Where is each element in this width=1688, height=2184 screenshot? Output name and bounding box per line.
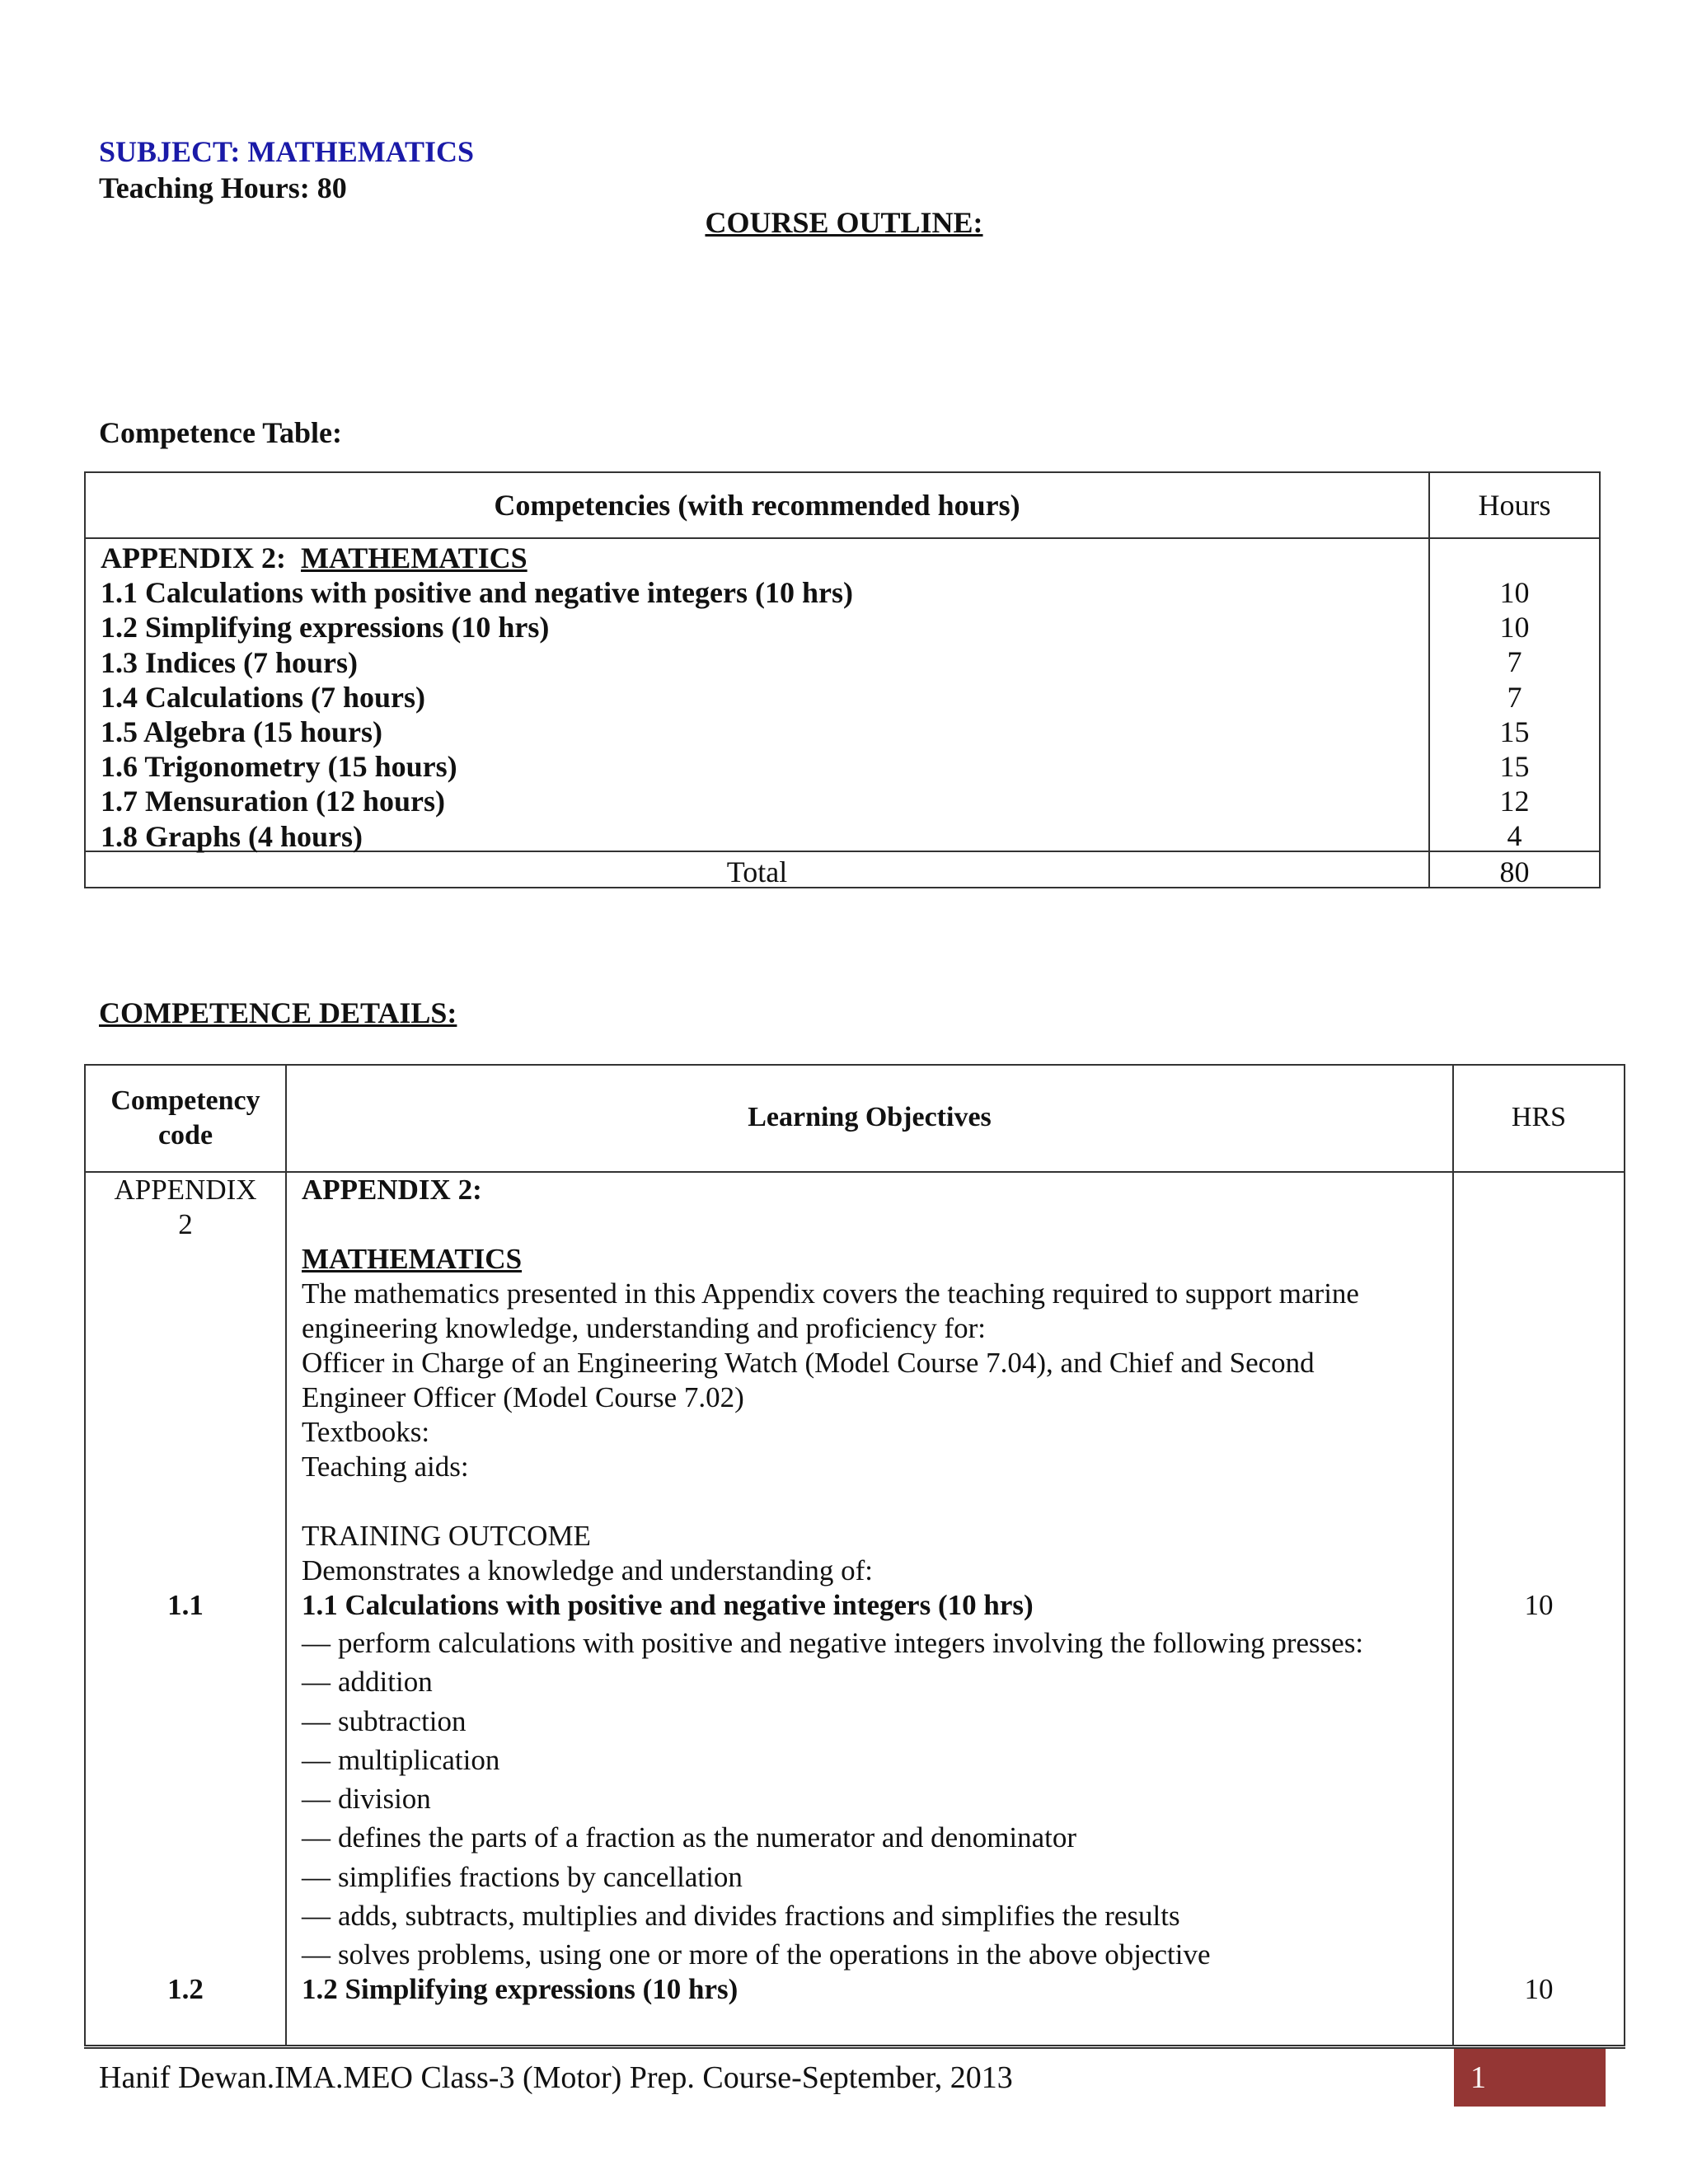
objectives-intro (302, 1173, 1447, 1623)
code-line: 2 (178, 1208, 193, 1240)
hours-cell: 7 (1507, 680, 1522, 714)
dash-icon: — (302, 1938, 331, 1971)
bullet-text: perform calculations with positive and negative integers involving the following presses: (338, 1627, 1364, 1659)
appendix-heading: APPENDIX 2: (302, 1174, 482, 1206)
list-item (302, 1818, 1447, 1857)
competency-row: 1.6 Trigonometry (15 hours) (101, 750, 457, 784)
hours-list (1430, 575, 1599, 854)
intro-line: Teaching aids: (302, 1451, 469, 1483)
item-1-2-code: 1.2 (167, 1973, 204, 2005)
competency-row: 1.1 Calculations with positive and negative integers (10 hrs) (101, 576, 853, 610)
competence-details-table (84, 1064, 1625, 2046)
dash-icon: — (302, 1860, 331, 1893)
list-item (302, 1935, 1447, 1974)
dash-icon: — (302, 1900, 331, 1933)
intro-line: Officer in Charge of an Engineering Watch (Model Course 7.04), and Chief and Second (302, 1347, 1315, 1379)
item-1-1-hrs: 10 (1524, 1589, 1554, 1621)
subject-heading: SUBJECT: MATHEMATICS (99, 135, 475, 168)
dash-icon: — (302, 1704, 331, 1737)
column-divider (1452, 1066, 1454, 2045)
dash-icon: — (302, 1627, 331, 1659)
list-item (302, 1662, 1447, 1701)
intro-line: The mathematics presented in this Appendix covers the teaching required to support marine (302, 1277, 1359, 1310)
hours-cell: 10 (1499, 611, 1530, 644)
list-item (302, 1624, 1447, 1662)
code-line: APPENDIX (114, 1174, 257, 1206)
list-item (302, 1779, 1447, 1818)
bullet-text: solves problems, using one or more of the operations in the above objective (338, 1938, 1211, 1971)
dash-icon: — (302, 1821, 331, 1854)
list-item (302, 1858, 1447, 1896)
bullet-text: division (338, 1783, 431, 1816)
competencies-column-header: Competencies (with recommended hours) (494, 489, 1020, 522)
header-line: code (157, 1120, 213, 1151)
bullet-text: addition (338, 1666, 433, 1699)
hours-cell: 4 (1507, 819, 1522, 853)
list-item (302, 1702, 1447, 1741)
training-outcome: TRAINING OUTCOME (302, 1520, 591, 1552)
competence-details-title: COMPETENCE DETAILS: (99, 996, 457, 1029)
hrs-header: HRS (1511, 1102, 1567, 1132)
hours-cell: 7 (1507, 645, 1522, 679)
competency-row: 1.7 Mensuration (12 hours) (101, 785, 446, 818)
dash-icon: — (302, 1743, 331, 1776)
bullet-text: simplifies fractions by cancellation (338, 1860, 743, 1893)
hours-cell: 12 (1499, 785, 1530, 818)
hours-cell: 15 (1499, 715, 1530, 748)
course-outline-heading: COURSE OUTLINE: (705, 206, 983, 239)
item-1-1-title: 1.1 Calculations with positive and negative integers (10 hrs) (302, 1589, 1034, 1621)
dash-icon: — (302, 1783, 331, 1816)
competence-table (84, 471, 1601, 888)
footer-divider (84, 2047, 1625, 2049)
appendix-name: MATHEMATICS (300, 541, 528, 574)
header-line: Competency (110, 1085, 260, 1116)
competency-row: 1.4 Calculations (7 hours) (101, 680, 426, 714)
competence-table-title: Competence Table: (99, 416, 342, 449)
item-1-2-hrs: 10 (1524, 1973, 1554, 2005)
item-1-1-code: 1.1 (167, 1589, 204, 1621)
bullet-text: multiplication (338, 1743, 500, 1776)
appendix-row (101, 541, 853, 575)
competency-row: 1.2 Simplifying expressions (10 hrs) (101, 611, 550, 644)
competency-row: 1.3 Indices (7 hours) (101, 645, 359, 679)
appendix-code (86, 1173, 285, 1242)
competency-code-header (86, 1084, 285, 1153)
competency-row: 1.5 Algebra (15 hours) (101, 715, 382, 749)
header-divider (86, 537, 1599, 539)
page-number: 1 (1470, 2060, 1486, 2095)
bullet-text: adds, subtracts, multiplies and divides fractions and simplifies the results (338, 1900, 1180, 1933)
total-value: 80 (1499, 855, 1530, 888)
hours-cell: 10 (1499, 576, 1530, 609)
item-1-2-title: 1.2 Simplifying expressions (10 hrs) (302, 1973, 738, 2005)
teaching-hours: Teaching Hours: 80 (99, 171, 347, 204)
mathematics-heading: MATHEMATICS (302, 1243, 523, 1275)
competency-row: 1.8 Graphs (4 hours) (101, 819, 363, 853)
dash-icon: — (302, 1666, 331, 1699)
learning-objectives-header: Learning Objectives (748, 1102, 992, 1132)
objective-bullets (302, 1624, 1447, 1975)
intro-line: Textbooks: (302, 1416, 430, 1448)
column-divider (285, 1066, 287, 2045)
total-label: Total (726, 855, 788, 888)
hours-cell: 15 (1499, 750, 1530, 784)
bullet-text: subtraction (338, 1704, 467, 1737)
list-item (302, 1741, 1447, 1779)
demonstrates-line: Demonstrates a knowledge and understanding of: (302, 1554, 874, 1586)
appendix-label: APPENDIX 2: (101, 541, 301, 574)
hours-column-header: Hours (1478, 489, 1551, 522)
intro-line: Engineer Officer (Model Course 7.02) (302, 1381, 744, 1413)
intro-line: engineering knowledge, understanding and proficiency for: (302, 1312, 987, 1344)
footer-text: Hanif Dewan.IMA.MEO Class-3 (Motor) Prep. Course-September, 2013 (99, 2060, 1013, 2095)
competency-list (101, 541, 853, 854)
list-item (302, 1896, 1447, 1935)
bullet-text: defines the parts of a fraction as the numerator and denominator (338, 1821, 1077, 1854)
page-number-box (1454, 2049, 1606, 2107)
